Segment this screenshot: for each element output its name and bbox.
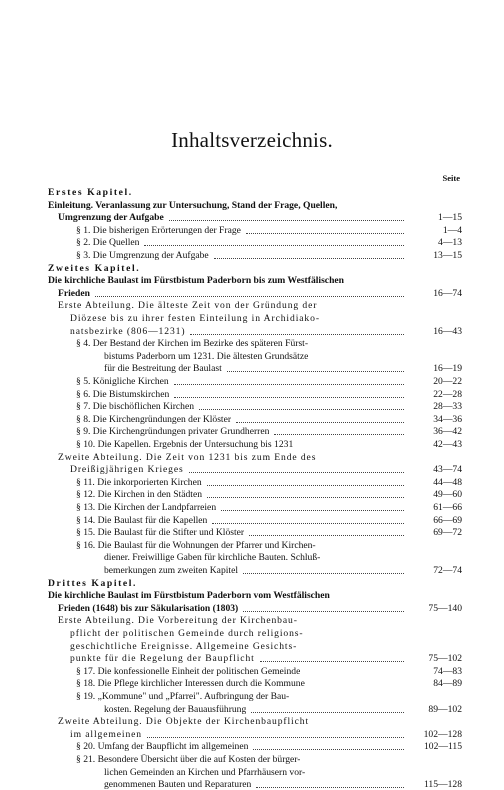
toc-entry-text: Einleitung. Veranlassung zur Untersuchung, Stand der Frage, Quellen,: [48, 199, 338, 211]
toc-entry-text: kosten. Regelung der Bauausführung: [104, 703, 247, 715]
page-number: 34—36: [433, 413, 462, 425]
page-number: 72—74: [433, 565, 462, 576]
toc-entry-text: Erste Abteilung. Die Vorbereitung der Kirchenbau-: [58, 615, 298, 627]
page-number: 22—28: [433, 388, 462, 400]
toc-entry-text: Frieden (1648) bis zur Säkularisation (1803): [58, 602, 239, 614]
toc-entry: [48, 540, 462, 551]
page-title: Inhaltsverzeichnis.: [171, 128, 333, 152]
dot-leader: [189, 464, 404, 473]
toc-entry: [48, 376, 462, 387]
toc-entry-text: Diözese bis zu ihrer festen Einteilung in Archidiako-: [70, 313, 320, 324]
page-number: 75—102: [428, 653, 462, 665]
toc-entry: [48, 401, 462, 412]
toc-entry-text: § 15. Die Baulast für die Stifter und Klöster: [76, 527, 245, 539]
toc-entry-text: Umgrenzung der Aufgabe: [58, 212, 164, 224]
dot-leader: [207, 489, 404, 498]
dot-leader: [212, 515, 404, 524]
page-number: 74—83: [433, 665, 462, 677]
toc-entry: [48, 439, 462, 450]
page-number: 4—13: [438, 237, 462, 249]
toc-entry: [48, 426, 462, 437]
dot-leader: [199, 401, 404, 410]
dot-leader: [214, 250, 404, 259]
toc-entry-text: Zweite Abteilung. Die Zeit von 1231 bis zum Ende des: [58, 451, 317, 463]
dot-leader: [174, 389, 404, 398]
toc-entry: [48, 275, 462, 286]
toc-entry-text: genommenen Bauten und Reparaturen: [104, 779, 252, 790]
toc-entry: [48, 767, 462, 778]
dot-leader: [207, 477, 404, 486]
page-number: 28—33: [433, 401, 462, 413]
dot-leader: [243, 603, 404, 612]
toc-entry-text: § 16. Die Baulast für die Wohnungen der Pfarrer und Kirchen-: [76, 539, 316, 551]
toc-entry-text: § 1. Die bisherigen Erörterungen der Frage: [76, 224, 241, 236]
toc-entry-text: § 20. Umfang der Baupflicht im allgemeinen: [76, 741, 249, 753]
page-number: 84—89: [433, 678, 462, 690]
toc-entry-text: § 12. Die Kirchen in den Städten: [76, 489, 203, 501]
toc-entry-text: § 19. „Kommune" und „Pfarrei". Aufbringung der Bau-: [76, 691, 290, 702]
toc-entry-text: bemerkungen zum zweiten Kapitel: [104, 565, 238, 576]
dot-leader: [249, 527, 404, 536]
toc-entry-text: Zweites Kapitel.: [48, 262, 141, 274]
toc-entry: [48, 187, 462, 198]
toc-entry-text: § 17. Die konfessionelle Einheit der politischen Gemeinde: [76, 665, 301, 677]
dot-leader: [144, 237, 404, 246]
toc-entry: [48, 603, 462, 614]
toc-entry-text: § 6. Die Bistumskirchen: [76, 388, 170, 400]
page-number: 13—15: [433, 250, 462, 261]
toc-entry: [48, 502, 462, 513]
toc-entry: [48, 263, 462, 274]
toc-entry: [48, 300, 462, 311]
toc-entry-text: § 7. Die bischöflichen Kirchen: [76, 401, 195, 413]
dot-leader: [253, 741, 404, 750]
page-number: 102—128: [423, 728, 462, 740]
toc-entry-text: Die kirchliche Baulast im Fürstbistum Paderborn bis zum Westfälischen: [48, 275, 344, 287]
toc-entry: [48, 489, 462, 500]
page-number: 16—19: [433, 363, 462, 375]
page-number: 1—15: [438, 212, 462, 224]
toc-entry: [48, 691, 462, 702]
toc-entry: [48, 200, 462, 211]
toc-entry: [48, 641, 462, 652]
toc-entry-text: natsbezirke (806—1231): [70, 325, 186, 337]
toc-entry: [48, 590, 462, 601]
toc-entry: [48, 389, 462, 400]
toc-entry: [48, 615, 462, 626]
toc-entry-text: bistums Paderborn um 1231. Die ältesten Grundsätze: [104, 350, 309, 362]
toc-entry-text: § 13. Die Kirchen der Landpfarreien: [76, 502, 217, 513]
toc-entry: [48, 477, 462, 488]
dot-leader: [227, 363, 404, 372]
toc-entry-text: § 3. Die Umgrenzung der Aufgabe: [76, 250, 209, 261]
toc-entry-text: § 21. Besondere Übersicht über die auf Kosten der bürger-: [76, 754, 301, 765]
toc-entry: [48, 363, 462, 374]
toc-entry-text: für die Bestreitung der Baulast: [104, 363, 222, 375]
toc-entry: [48, 464, 462, 475]
toc-entry-text: geschichtliche Ereignisse. Allgemeine Gesichts-: [70, 640, 298, 652]
page-number: 102—115: [423, 741, 462, 753]
dot-leader: [251, 704, 404, 713]
dot-leader: [246, 225, 404, 234]
toc-entry-text: § 2. Die Quellen: [76, 237, 140, 249]
toc-entry: [48, 754, 462, 765]
toc-entry: [48, 212, 462, 223]
toc-entry: [48, 414, 462, 425]
toc-entry-text: § 5. Königliche Kirchen: [76, 376, 169, 387]
dot-leader: [95, 288, 404, 297]
toc-entry: [48, 741, 462, 752]
toc-entry-text: Frieden: [58, 287, 90, 299]
dot-leader: [147, 729, 404, 738]
toc-entry-text: Zweite Abteilung. Die Objekte der Kirchenbaupflicht: [58, 716, 310, 728]
toc-entry-text: § 14. Die Baulast für die Kapellen: [76, 514, 208, 526]
toc-entry: [48, 653, 462, 664]
toc-entry: [48, 678, 462, 689]
toc-entry-text: Erste Abteilung. Die älteste Zeit von der Gründung der: [58, 300, 318, 312]
toc-entry-text: § 11. Die inkorporierten Kirchen: [76, 476, 202, 488]
toc-entry-text: pflicht der politischen Gemeinde durch religions-: [70, 628, 304, 639]
page-number: 75—140: [428, 602, 462, 614]
page-number: 66—69: [433, 514, 462, 526]
page-number: 69—72: [433, 527, 462, 539]
toc-entry: [48, 729, 462, 740]
toc-entry: [48, 578, 462, 589]
toc-entry-text: Drittes Kapitel.: [48, 577, 138, 589]
page-number: 43—74: [433, 464, 462, 476]
toc-entry: [48, 666, 462, 677]
toc-entry: [48, 716, 462, 727]
dot-leader: [221, 502, 404, 511]
dot-leader: [236, 414, 404, 423]
toc-entry: [48, 552, 462, 563]
dot-leader: [243, 565, 404, 574]
page-number: 20—22: [433, 376, 462, 387]
toc-entry: [48, 565, 462, 576]
toc-entry-text: Dreißigjährigen Krieges: [70, 464, 184, 476]
toc-entry-text: im allgemeinen: [70, 728, 143, 740]
toc-entry: [48, 313, 462, 324]
toc-entry-text: § 4. Der Bestand der Kirchen im Bezirke des späteren Fürst-: [76, 338, 309, 350]
dot-leader: [169, 212, 404, 221]
toc-entry: [48, 225, 462, 236]
toc-entry-text: Erstes Kapitel.: [48, 187, 133, 198]
toc-entry-text: § 18. Die Pflege kirchlicher Interessen durch die Kommune: [76, 678, 305, 690]
toc-entry-text: Die kirchliche Baulast im Fürstbistum Paderborn vom Westfälischen: [48, 590, 330, 602]
toc-entry: [48, 288, 462, 299]
toc-entry-text: punkte für die Regelung der Baupflicht: [70, 653, 255, 665]
toc-entry: [48, 704, 462, 715]
toc-entry: [48, 515, 462, 526]
page-number: 42—43: [433, 439, 462, 450]
toc-entry-text: § 9. Die Kirchengründungen privater Grundherren: [76, 426, 270, 438]
page-number: 1—4: [442, 224, 462, 236]
page-number: 44—48: [433, 476, 462, 488]
page-number: 89—102: [428, 703, 462, 715]
page-number: 61—66: [433, 502, 462, 513]
dot-leader: [274, 426, 404, 435]
page-number: 16—74: [433, 287, 462, 299]
page-number: 115—128: [423, 779, 462, 790]
page-number: 36—42: [433, 426, 462, 438]
toc-entry: [48, 628, 462, 639]
dot-leader: [174, 376, 404, 385]
page-column-header: Seite: [442, 173, 460, 183]
toc-entry: [48, 779, 462, 790]
toc-entry: [48, 326, 462, 337]
page-number: 16—43: [433, 325, 462, 337]
toc-entry-text: § 10. Die Kapellen. Ergebnis der Untersuchung bis 1231: [76, 439, 294, 450]
toc-entry: [48, 527, 462, 538]
page-number: 49—60: [433, 489, 462, 501]
toc-entry-text: lichen Gemeinden an Kirchen und Pfarrhäusern vor-: [104, 766, 306, 778]
toc-entry: [48, 338, 462, 349]
toc-entry: [48, 237, 462, 248]
dot-leader: [190, 326, 404, 335]
toc-entry: [48, 351, 462, 362]
toc-entry-text: § 8. Die Kirchengründungen der Klöster: [76, 413, 232, 425]
dot-leader: [260, 653, 404, 662]
toc-entry-text: diener. Freiwillige Gaben für kirchliche Bauten. Schluß-: [104, 552, 321, 564]
toc-entry: [48, 452, 462, 463]
toc-entry: [48, 250, 462, 261]
